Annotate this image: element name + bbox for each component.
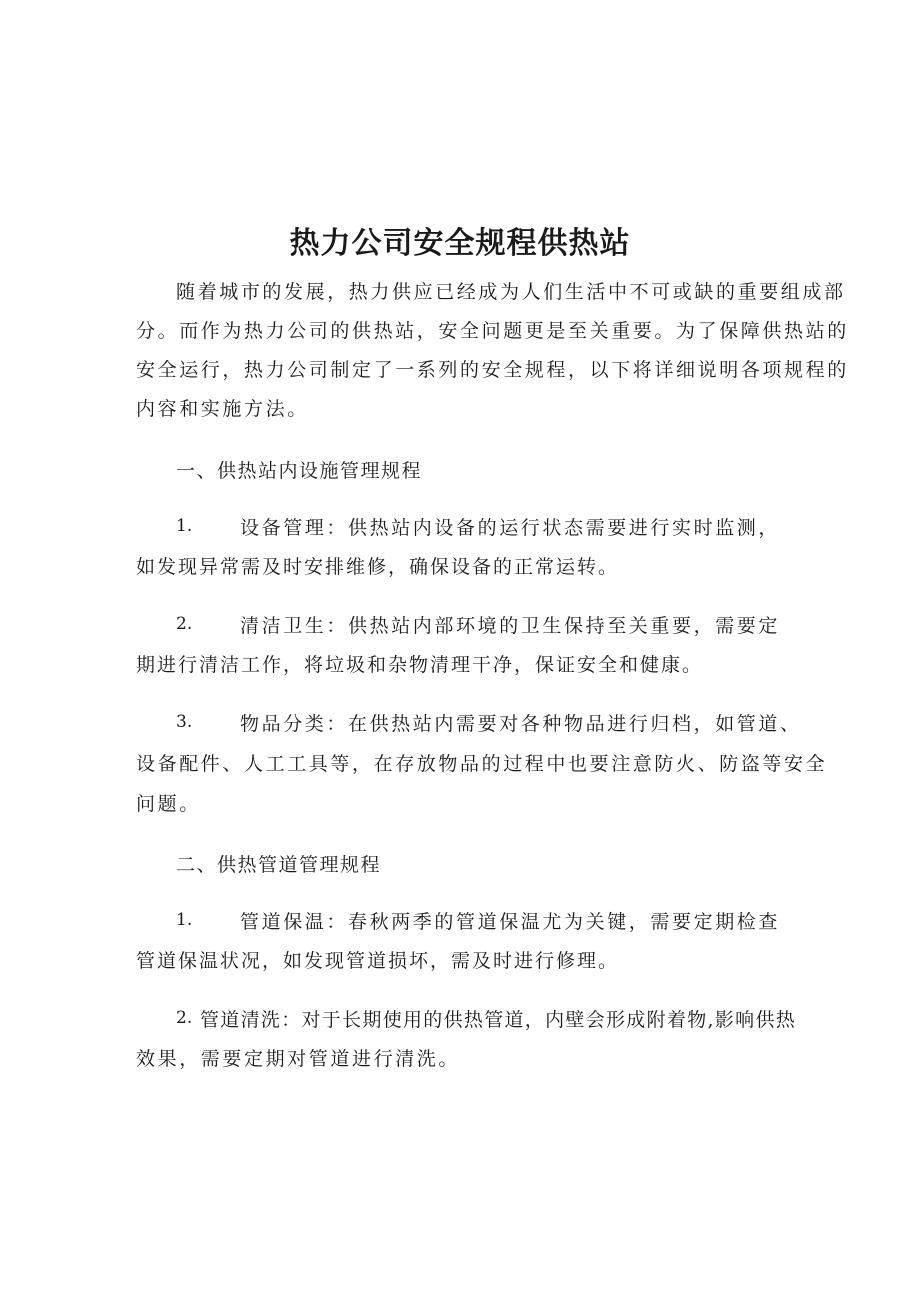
list-item-first-line: 设备管理：供热站内设备的运行状态需要进行实时监测， [240,517,781,539]
list-item-first-line: 清洁卫生：供热站内部环境的卫生保持至关重要，需要定 [240,615,781,637]
list-item-line: 效果，需要定期对管道进行清洗。 [136,1048,461,1070]
list-item-first-line: 物品分类：在供热站内需要对各种物品进行归档，如管道、 [240,713,802,735]
section-heading: 一、供热站内设施管理规程 [176,460,423,482]
document-title: 热力公司安全规程供热站 [289,226,631,261]
intro-line: 分。而作为热力公司的供热站，安全问题更是至关重要。为了保障供热站的 [136,320,849,342]
list-item-line: 设备配件、人工工具等，在存放物品的过程中也要注意防火、防盗等安全 [136,753,828,775]
list-number: 2. [176,614,193,634]
section-heading: 二、供热管道管理规程 [176,854,382,876]
list-item-first-line: 管道清洗：对于长期使用的供热管道，内壁会形成附着物,影响供热 [200,1009,797,1031]
list-item-line: 管道保温状况，如发现管道损坏，需及时进行修理。 [136,950,620,972]
list-number: 2. [176,1008,193,1028]
list-item-first-line: 管道保温：春秋两季的管道保温尤为关键，需要定期检查 [240,911,781,933]
list-number: 3. [176,712,193,732]
list-item-line: 期进行清洁工作，将垃圾和杂物清理干净，保证安全和健康。 [136,654,704,676]
intro-line: 安全运行，热力公司制定了一系列的安全规程，以下将详细说明各项规程的 [136,359,849,381]
list-item-line: 如发现异常需及时安排维修，确保设备的正常运转。 [136,556,620,578]
intro-line: 随着城市的发展，热力供应已经成为人们生活中不可或缺的重要组成部 [176,281,846,303]
intro-line: 内容和实施方法。 [136,398,309,420]
list-number: 1. [176,910,193,930]
list-number: 1. [176,516,193,536]
list-item-line: 问题。 [136,793,201,815]
